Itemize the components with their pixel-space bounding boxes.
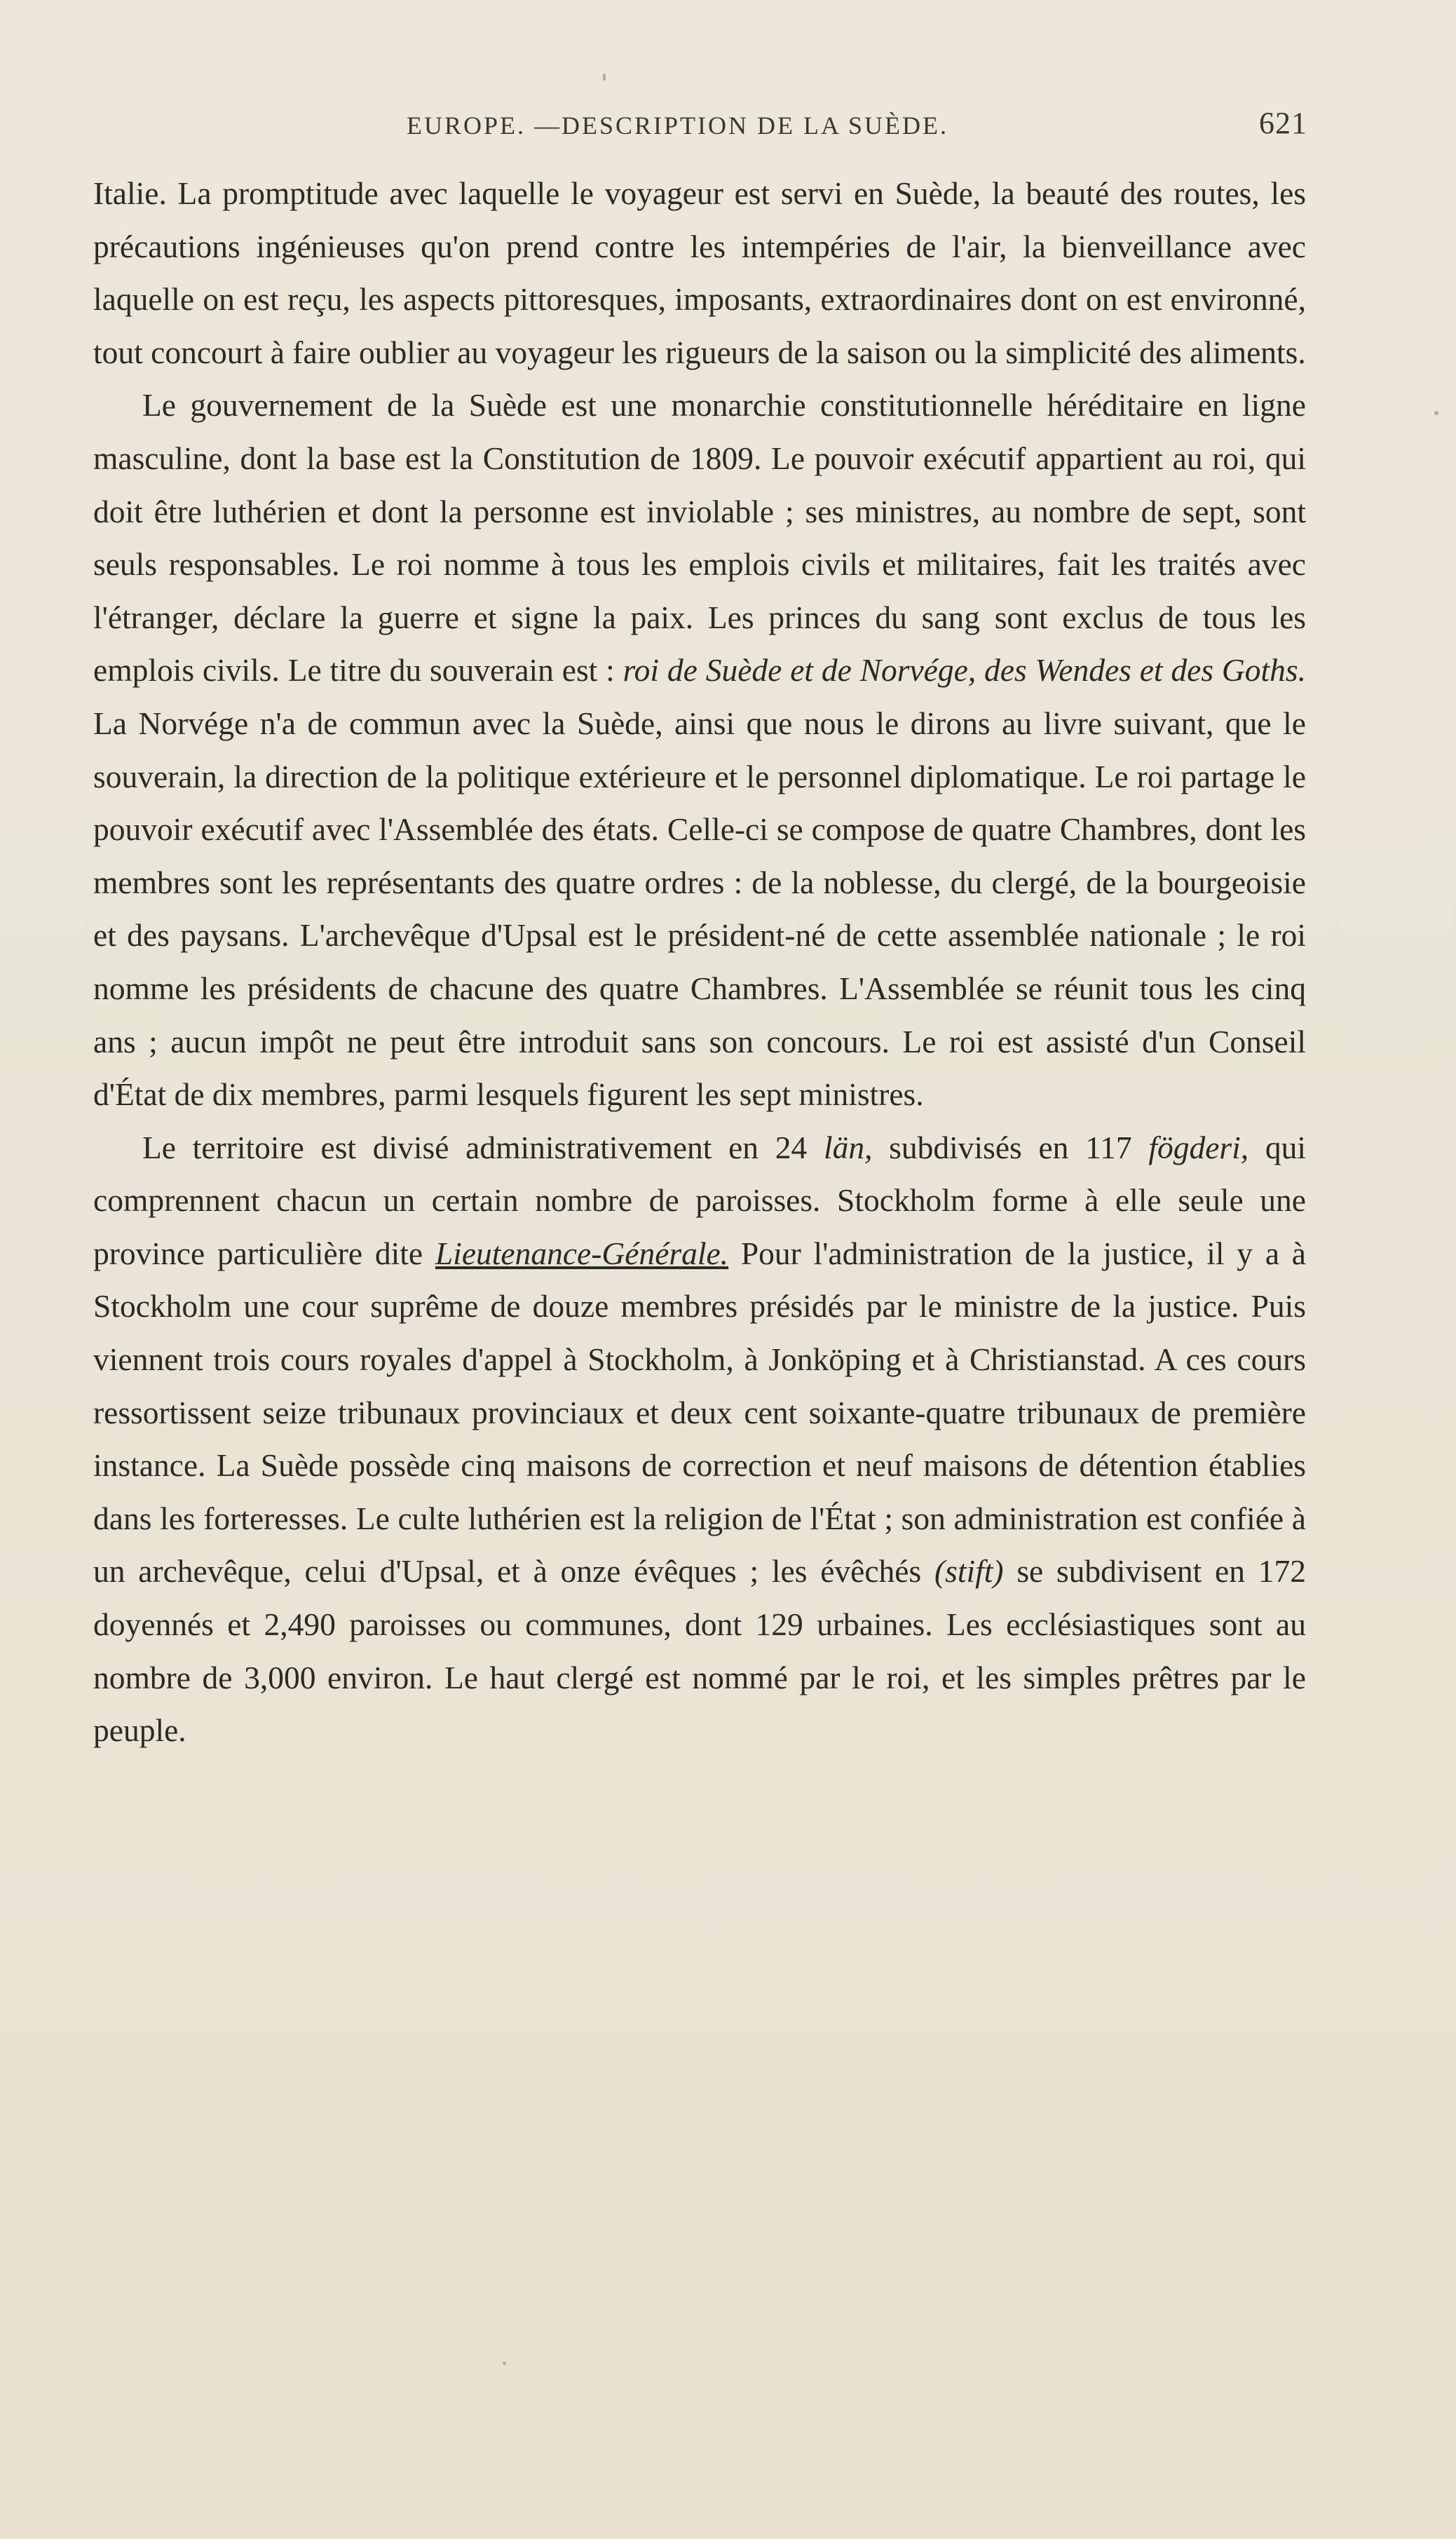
paragraph-1 (93, 167, 1306, 379)
paragraph-3-text-b: subdivisés en 117 (872, 1129, 1149, 1165)
royal-title: roi de Suède et de Norvége, des Wendes et des Goths. (622, 652, 1306, 689)
term-lieutenance: Lieutenance-Générale. (435, 1235, 729, 1271)
page-header (91, 105, 1307, 147)
paragraph-1-text: Italie. La promptitude avec laquelle le voyageur est servi en Suède, la beauté des routes, les précautions ingénieuses qu'on prend contre les intempéries de l'air, la bienveillance avec laquelle on est reçu, les aspects pittoresques, imposants, extraordinaires dont on est environné, tout concourt à faire oublier au voyageur les rigueurs de la saison ou la simplicité des aliments. (93, 175, 1306, 370)
term-fogderi: fögderi, (1148, 1129, 1249, 1165)
paragraph-3 (93, 1121, 1306, 1757)
paragraph-2-text-a: Le gouvernement de la Suède est une monarchie constitutionnelle héréditaire en ligne masculine, dont la base est la Constitution de 1809. Le pouvoir exécutif appartient au roi, qui doit être luthérien et dont la personne est inviolable ; ses ministres, au nombre de sept, sont seuls responsables. Le roi nomme à tous les emplois civils et militaires, fait les traités avec l'étranger, déclare la guerre et signe la paix. Les princes du sang sont exclus de tous les emplois civils. Le titre du souverain est : (93, 387, 1306, 689)
term-stift: (stift) (934, 1553, 1004, 1590)
paper-speck (503, 2362, 506, 2365)
paper-speck (1434, 411, 1438, 415)
paragraph-3-text-d: Pour l'administration de la justice, il y a à Stockholm une cour suprême de douze membres présidés par le ministre de la justice. Puis viennent trois cours royales d'appel à Stockholm, à Jonköping et à Christianstad. A ces cours ressortissent seize tribunaux provinciaux et deux cent soixante-quatre tribunaux de première instance. La Suède possède cinq maisons de correction et neuf maisons de détention établies dans les forteresses. Le culte luthérien est la religion de l'État ; son administration est confiée à un archevêque, celui d'Upsal, et à onze évêques ; les évêchés (93, 1235, 1306, 1590)
paragraph-2-text-b: La Norvége n'a de commun avec la Suède, ainsi que nous le dirons au livre suivant, que le souverain, la direction de la politique extérieure et le personnel diplomatique. Le roi partage le pouvoir exécutif avec l'Assemblée des états. Celle-ci se compose de quatre Chambres, dont les membres sont les représentants des quatre ordres : de la noblesse, du clergé, de la bourgeoisie et des paysans. L'archevêque d'Upsal est le président-né de cette assemblée nationale ; le roi nomme les présidents de chacune des quatre Chambres. L'Assemblée se réunit tous les cinq ans ; aucun impôt ne peut être introduit sans son concours. Le roi est assisté d'un Conseil d'État de dix membres, parmi lesquels figurent les sept ministres. (93, 705, 1306, 1113)
body-text (93, 167, 1306, 1757)
running-head: EUROPE. —DESCRIPTION DE LA SUÈDE. (407, 111, 949, 140)
paper-speck (603, 74, 606, 81)
paragraph-3-text-a: Le territoire est divisé administrativement en 24 (142, 1129, 824, 1165)
page-number: 621 (1259, 106, 1307, 140)
paragraph-3-text-c: qui comprennent chacun un certain nombre de paroisses. Stockholm forme à elle seule une province particulière dite (93, 1129, 1306, 1271)
paragraph-2 (93, 379, 1306, 1120)
term-lan: län, (823, 1129, 873, 1165)
paragraph-3-text-e: se subdivisent en 172 doyennés et 2,490 paroisses ou communes, dont 129 urbaines. Les ecclésiastiques sont au nombre de 3,000 environ. Le haut clergé est nommé par le roi, et les simples prêtres par le peuple. (93, 1553, 1306, 1749)
